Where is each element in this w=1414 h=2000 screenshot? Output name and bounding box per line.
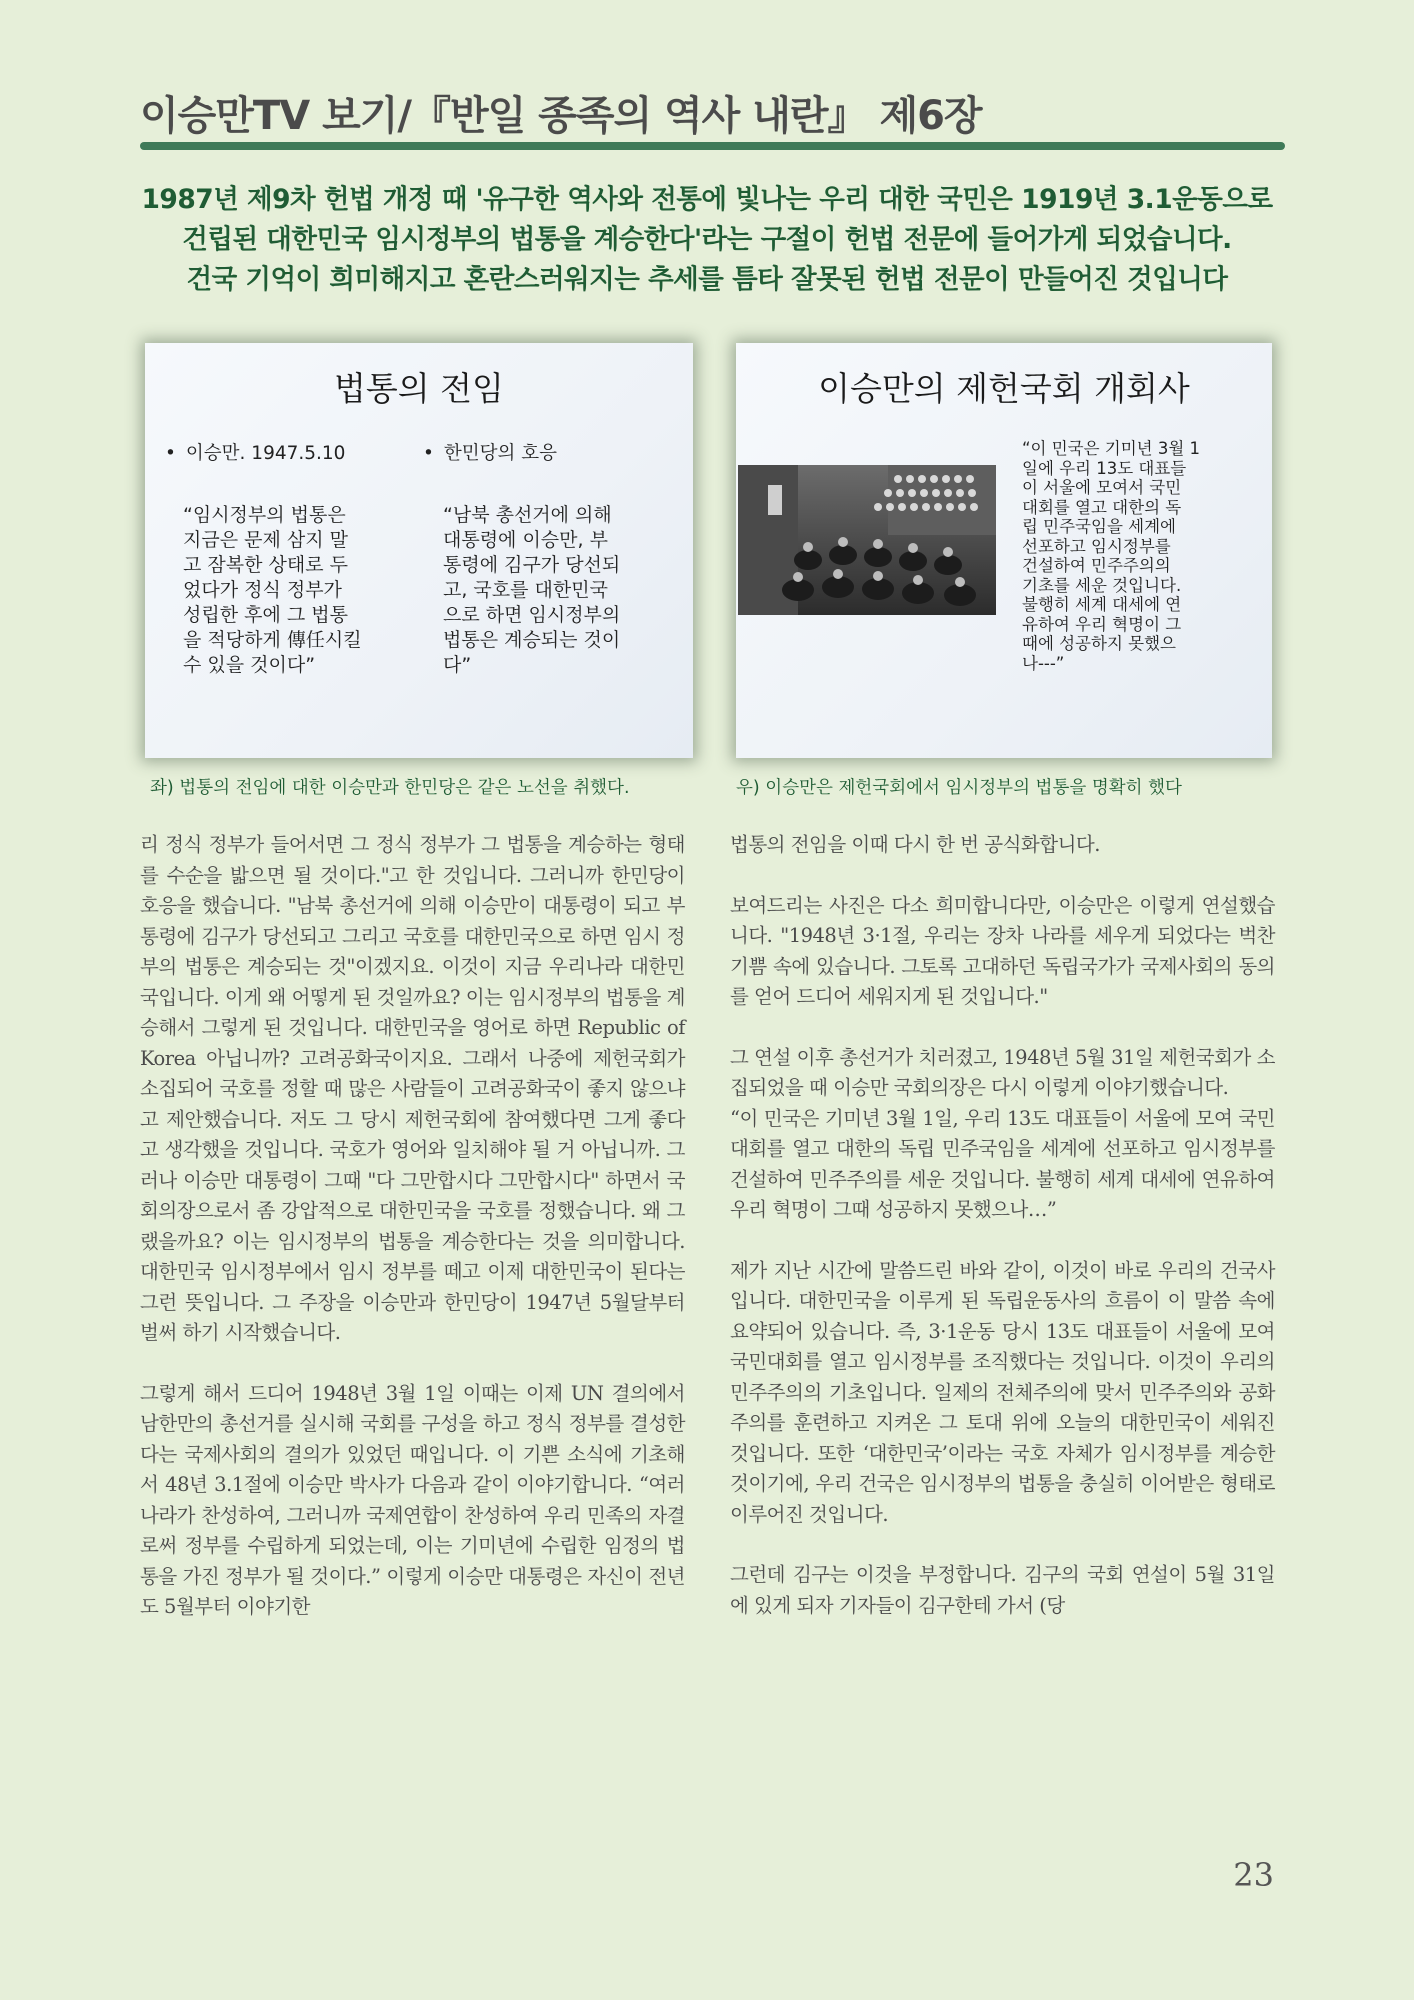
page-header: [140, 88, 1285, 144]
body-paragraph: 그렇게 해서 드디어 1948년 3월 1일 이때는 이제 UN 결의에서 남한만의 총선거를 실시해 국회를 구성을 하고 정식 정부를 결성한다는 국제사회의 결의가 있었던 때입니다. 이 기쁜 소식에 기초해서 48년 3.1절에 이승만 박사가 다음과 같이 이야기합니다. “여러 나라가 찬성하여, 그러니까 국제연합이 찬성하여 우리 민족의 자결로써 정부를 수립하게 되었는데, 이는 기미년에 수립한 임정의 법통을 가진 정부가 될 것이다.” 이렇게 이승만 대통령은 자신이 전년도 5월부터 이야기한: [140, 1381, 685, 1618]
header-rule: [140, 142, 1285, 150]
body-paragraph: 그 연설 이후 총선거가 치러졌고, 1948년 5월 31일 제헌국회가 소집되었을 때 이승만 국회의장은 다시 이렇게 이야기했습니다. “이 민국은 기미년 3월 1일, 우리 13도 대표들이 서울에 모여 국민대회를 열고 대한의 독립 민주국임을 세계에 선포하고 임시정부를 건설하여 민주주의를 세운 것입니다. 불행히 세계 대세에 연유하여 우리 혁명이 그때 성공하지 못했으나…”: [730, 1045, 1275, 1221]
lead-line: 1987년 제9차 헌법 개정 때 '유구한 역사와 전통에 빛나는 우리 대한 국민은 1919년 3.1운동으로: [141, 184, 1273, 215]
slide-bullet: • 이승만. 1947.5.10: [165, 439, 345, 465]
body-column-left: [140, 830, 685, 1653]
page-number: 23: [1233, 1856, 1274, 1894]
slide-title: 법통의 전임: [334, 369, 504, 408]
caption-left: 좌) 법통의 전임에 대한 이승만과 한민당은 같은 노선을 취했다.: [150, 778, 630, 798]
slide-quote: “임시정부의 법통은 지금은 문제 삼지 말 고 잠복한 상태로 두 었다가 정식 정부가 성립한 후에 그 법통 을 적당하게 傳任시킬 수 있을 것이다”: [183, 504, 362, 676]
page-title: 이승만TV 보기/『반일 종족의 역사 내란』 제6장: [140, 93, 982, 139]
slide-bullet: • 한민당의 호응: [423, 439, 557, 465]
slide-opening-address: [736, 343, 1272, 758]
body-column-right: [730, 830, 1275, 1651]
assembly-photo-image: [738, 465, 996, 615]
slide-quote: “남북 총선거에 의해 대통령에 이승만, 부 통령에 김구가 당선되 고, 국호를 대한민국 으로 하면 임시정부의 법통은 계승되는 것이 다”: [443, 504, 621, 676]
body-paragraph: 그런데 김구는 이것을 부정합니다. 김구의 국회 연설이 5월 31일에 있게 되자 기자들이 김구한테 가서 (당: [730, 1563, 1275, 1617]
body-paragraph: 법통의 전임을 이때 다시 한 번 공식화합니다.: [730, 833, 1100, 856]
assembly-photo: [738, 465, 996, 615]
lead-line: 건국 기억이 희미해지고 혼란스러워지는 추세를 틈타 잘못된 헌법 전문이 만들어진 것입니다: [186, 264, 1228, 295]
slide-title: 이승만의 제헌국회 개회사: [818, 369, 1190, 408]
slide-legitimacy-transfer: [145, 343, 693, 758]
lead-summary: [110, 180, 1304, 300]
slide-quote: “이 민국은 기미년 3월 1 일에 우리 13도 대표들 이 서울에 모여서 국민 대회를 열고 대한의 독 립 민주국임을 세계에 선포하고 임시정부를 건설하여 민주주의의 기초를 세운 것입니다. 불행히 세계 대세에 연 유하여 우리 혁명이 그 때에 성공하지 못했으 나---”: [1022, 439, 1201, 673]
lead-line: 건립된 대한민국 임시정부의 법통을 계승한다'라는 구절이 헌법 전문에 들어가게 되었습니다.: [182, 224, 1232, 255]
body-paragraph: 보여드리는 사진은 다소 희미합니다만, 이승만은 이렇게 연설했습니다. "1948년 3·1절, 우리는 장차 나라를 세우게 되었다는 벅찬 기쁨 속에 있습니다. 그토록 고대하던 독립국가가 국제사회의 동의를 얻어 드디어 세워지게 된 것입니다.": [730, 893, 1275, 1008]
caption-right: 우) 이승만은 제헌국회에서 임시정부의 법통을 명확히 했다: [736, 778, 1182, 798]
body-paragraph: 리 정식 정부가 들어서면 그 정식 정부가 그 법통을 계승하는 형태를 수순을 밟으면 될 것이다."고 한 것입니다. 그러니까 한민당이 호응을 했습니다. "남북 총선거에 의해 이승만이 대통령이 되고 부통령에 김구가 당선되고 그리고 국호를 대한민국으로 하면 임시 정부의 법통은 계승되는 것"이겠지요. 이것이 지금 우리나라 대한민국입니다. 이게 왜 어떻게 된 것일까요? 이는 임시정부의 법통을 계승해서 그렇게 된 것입니다. 대한민국을 영어로 하면 Republic of Korea 아닙니까? 고려공화국이지요. 그래서 나중에 제헌국회가 소집되어 국호를 정할 때 많은 사람들이 고려공화국이 좋지 않으냐고 제안했습니다. 저도 그 당시 제헌국회에 참여했다면 그게 좋다고 생각했을 것입니다. 국호가 영어와 일치해야 될 거 아닙니까. 그러나 이승만 대통령이 그때 "다 그만합시다 그만합시다" 하면서 국회의장으로서 좀 강압적으로 대한민국을 국호를 정했습니다. 왜 그랬을까요? 이는 임시정부의 법통을 계승한다는 것을 의미합니다. 대한민국 임시정부에서 임시 정부를 떼고 이제 대한민국이 된다는 그런 뜻입니다. 그 주장을 이승만과 한민당이 1947년 5월달부터 벌써 하기 시작했습니다.: [140, 833, 685, 1344]
body-paragraph: 제가 지난 시간에 말씀드린 바와 같이, 이것이 바로 우리의 건국사입니다. 대한민국을 이루게 된 독립운동사의 흐름이 이 말씀 속에 요약되어 있습니다. 즉, 3·1운동 당시 13도 대표들이 서울에 모여 국민대회를 열고 임시정부를 조직했다는 것입니다. 이것이 우리의 민주주의의 기초입니다. 일제의 전체주의에 맞서 민주주의와 공화주의를 훈련하고 지켜온 그 토대 위에 오늘의 대한민국이 세워진 것입니다. 또한 ‘대한민국’이라는 국호 자체가 임시정부를 계승한 것이기에, 우리 건국은 임시정부의 법통을 충실히 이어받은 형태로 이루어진 것입니다.: [730, 1258, 1275, 1526]
